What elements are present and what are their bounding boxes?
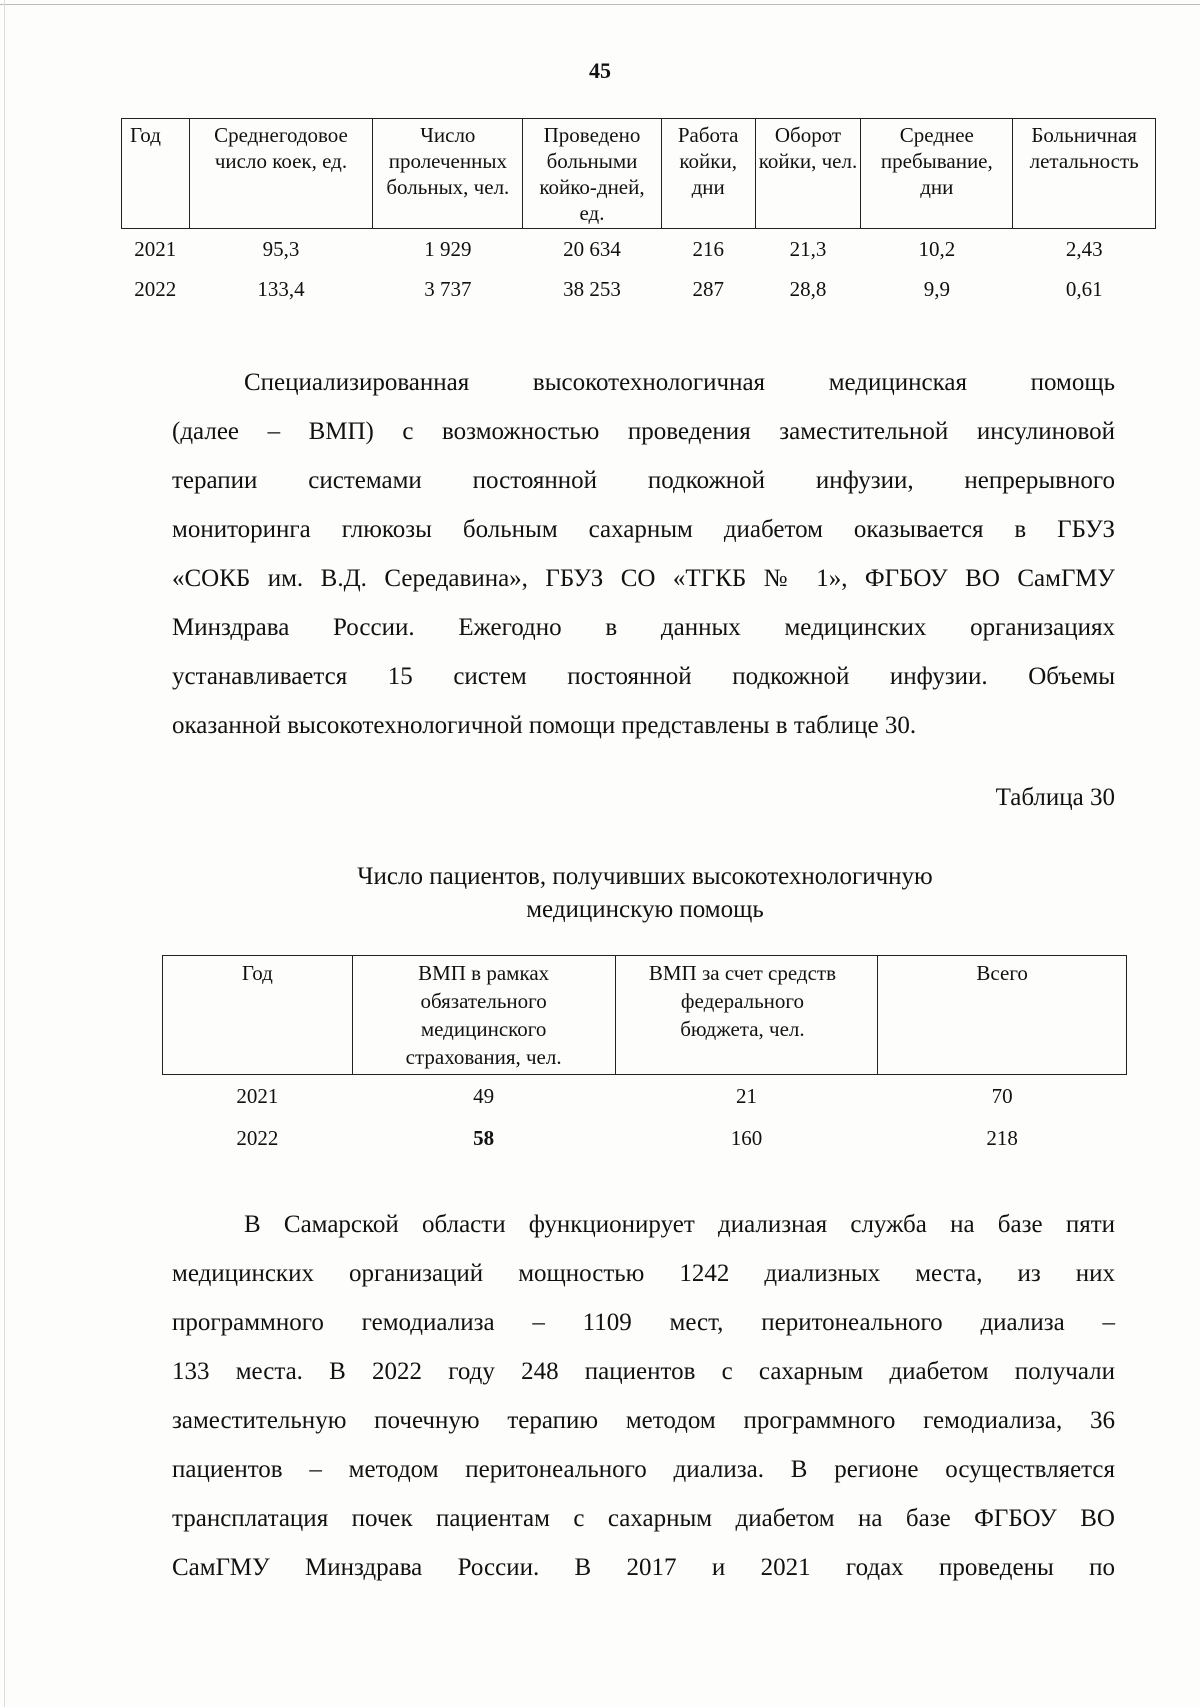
paragraph-line: устанавливается 15 систем постоянной подкожной инфузии. Объемы — [172, 663, 1115, 690]
table-cell: 2021 — [134, 237, 177, 261]
paragraph-line: «СОКБ им. В.Д. Середавина», ГБУЗ СО «ТГКБ № 1», ФГБОУ ВО СамГМУ — [172, 565, 1115, 592]
table-header-row — [122, 119, 1156, 229]
paragraph-line: трансплатация почек пациентам с сахарным диабетом на базе ФГБОУ ВО — [172, 1505, 1115, 1532]
column-header: Проведено больными койко-дней, ед. — [523, 119, 661, 229]
paragraph-line: мониторинга глюкозы больным сахарным диабетом оказывается в ГБУЗ — [172, 516, 1115, 543]
table-cell: 10,2 — [918, 237, 956, 261]
table-cell: 21,3 — [789, 237, 827, 261]
paragraph-line: СамГМУ Минздрава России. В 2017 и 2021 годах проведены по — [172, 1554, 1115, 1581]
table-cell: 21 — [735, 1084, 757, 1108]
table-cell: 49 — [473, 1084, 495, 1108]
paragraph-line: медицинских организаций мощностью 1242 диализных места, из них — [172, 1260, 1115, 1287]
paragraph-line: Минздрава России. Ежегодно в данных медицинских организациях — [172, 614, 1115, 641]
table-cell: 2,43 — [1065, 237, 1103, 261]
column-header: Среднее пребывание, дни — [861, 119, 1013, 229]
table-cell: 2022 — [134, 277, 177, 301]
paragraph-line: терапии системами постоянной подкожной инфузии, непрерывного — [172, 467, 1115, 494]
table-cell: 160 — [730, 1126, 763, 1150]
table-cell: 58 — [473, 1126, 495, 1150]
hmp-patients-table — [162, 955, 1127, 1159]
table-cell: 287 — [692, 277, 724, 301]
table-cell: 9,9 — [923, 277, 950, 301]
paragraph-line: 133 места. В 2022 году 248 пациентов с сахарным диабетом получали — [172, 1358, 1115, 1385]
scan-edge-line-left — [4, 0, 5, 1707]
table-title-line: Число пациентов, получивших высокотехнологичную — [357, 863, 933, 890]
table-title — [0, 860, 1200, 926]
paragraph-line: В Самарской области функционирует диализная служба на базе пяти — [244, 1211, 1115, 1238]
table-cell: 20 634 — [563, 237, 621, 261]
table-cell: 218 — [986, 1126, 1018, 1150]
column-header: Год — [163, 956, 353, 1075]
table-cell: 38 253 — [563, 277, 621, 301]
column-header: ВМП за счет средств федерального бюджета, чел. — [615, 956, 878, 1075]
column-header: Оборот койки, чел. — [755, 119, 861, 229]
column-header: Год — [122, 119, 190, 229]
table-cell: 95,3 — [262, 237, 300, 261]
table-cell: 3 737 — [424, 277, 472, 301]
paragraph-line: Специализированная высокотехнологичная медицинская помощь — [244, 369, 1115, 396]
table-cell: 2022 — [236, 1126, 279, 1150]
table-label: Таблица 30 — [995, 784, 1115, 811]
table-cell: 28,8 — [789, 277, 827, 301]
paragraph-line: заместительную почечную терапию методом программного гемодиализа, 36 — [172, 1407, 1115, 1434]
paragraph-line: пациентов – методом перитонеального диализа. В регионе осуществляется — [172, 1456, 1115, 1483]
paragraph-line: (далее – ВМП) с возможностью проведения заместительной инсулиновой — [172, 418, 1115, 445]
paragraph-dialysis — [172, 1200, 1115, 1592]
table-row — [122, 269, 1156, 309]
table-cell: 1 929 — [424, 237, 472, 261]
page-number: 45 — [589, 58, 611, 83]
column-header: Число пролеченных больных, чел. — [373, 119, 523, 229]
column-header: Работа койки, дни — [661, 119, 755, 229]
column-header: Среднегодовое число коек, ед. — [189, 119, 373, 229]
paragraph-line: программного гемодиализа – 1109 мест, перитонеального диализа – — [172, 1309, 1115, 1336]
scan-edge-line — [0, 4, 1200, 5]
table-row — [122, 229, 1156, 270]
table-cell: 0,61 — [1065, 277, 1103, 301]
paragraph-line: оказанной высокотехнологичной помощи представлены в таблице 30. — [172, 712, 917, 739]
table-cell: 2021 — [236, 1084, 279, 1108]
table-row — [163, 1117, 1127, 1159]
table-cell: 133,4 — [257, 277, 305, 301]
table-cell: 216 — [692, 237, 724, 261]
table-header-row — [163, 956, 1127, 1075]
column-header: Всего — [878, 956, 1127, 1075]
column-header: ВМП в рамках обязательного медицинского страхования, чел. — [352, 956, 615, 1075]
table-cell: 70 — [991, 1084, 1013, 1108]
table-row — [163, 1075, 1127, 1118]
paragraph-hmp — [172, 358, 1115, 750]
table-title-line: медицинскую помощь — [526, 896, 764, 923]
column-header: Больничная летальность — [1013, 119, 1156, 229]
bed-statistics-table — [121, 118, 1156, 309]
